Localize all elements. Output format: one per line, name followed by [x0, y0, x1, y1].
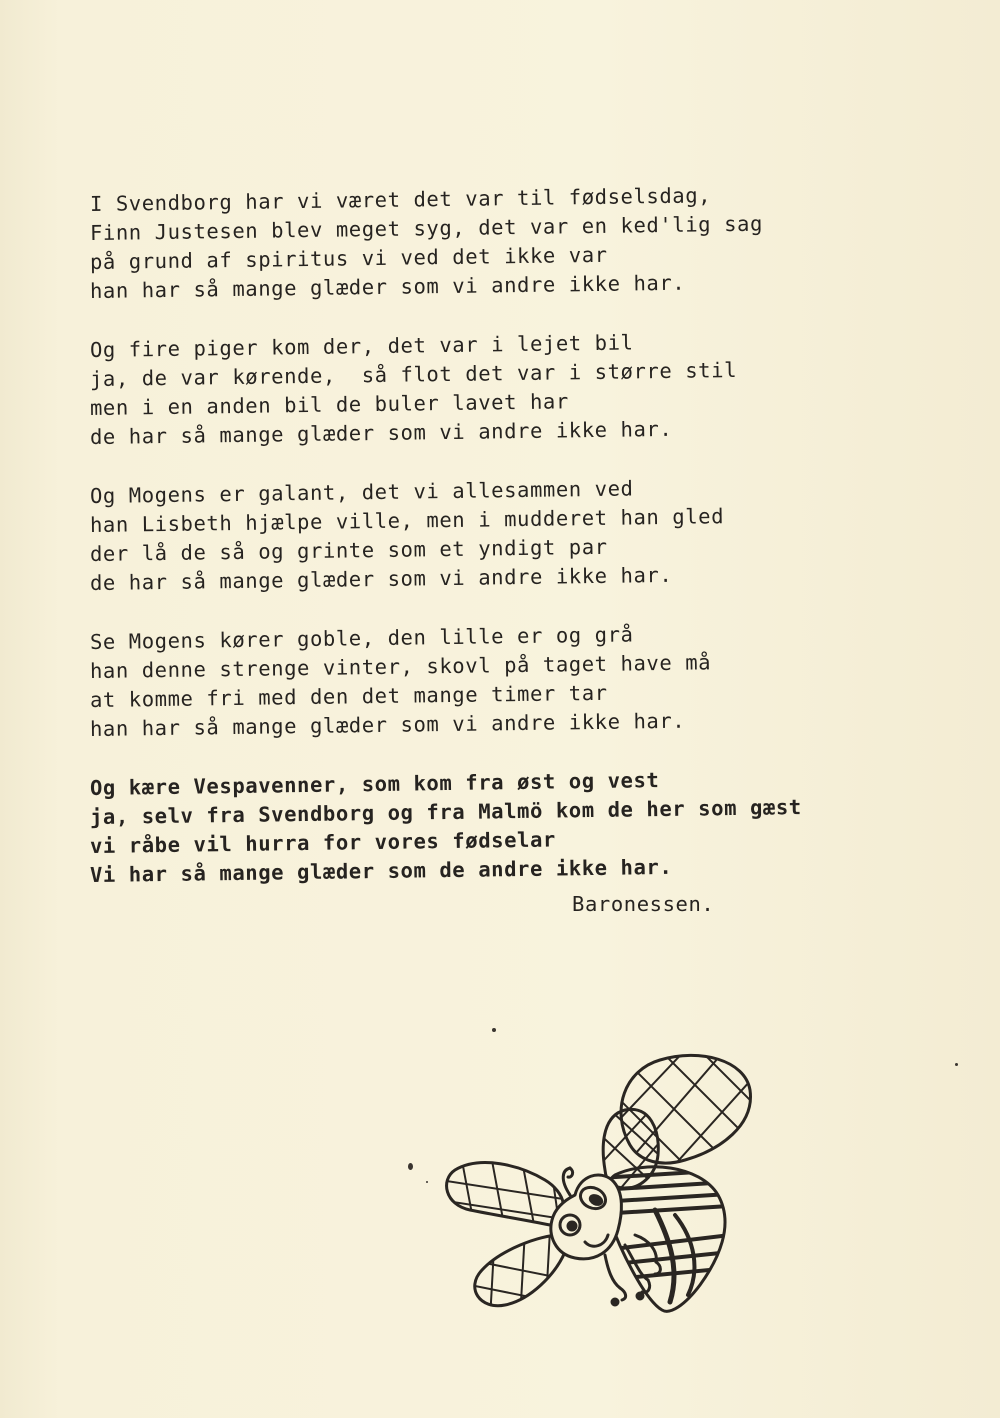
poem-line: han har så mange glæder som vi andre ikke har. [89, 708, 686, 741]
poem-line: I Svendborg har vi været det var til fødselsdag, [89, 183, 712, 216]
poem-line: han har så mange glæder som vi andre ikke har. [89, 270, 686, 303]
poem-line: han denne strenge vinter, skovl på taget have må [89, 650, 712, 683]
poem-line: Og fire piger kom der, det var i lejet bil [89, 330, 634, 362]
ink-speck [955, 1063, 958, 1066]
poem-line: de har så mange glæder som vi andre ikke har. [89, 562, 673, 595]
stanza-2 [89, 330, 950, 452]
poem-line: vi råbe vil hurra for vores fødselar [89, 827, 557, 858]
poem-line: de har så mange glæder som vi andre ikke har. [89, 416, 673, 449]
stanza-3 [89, 476, 950, 598]
poem-line: Og kære Vespavenner, som kom fra øst og vest [89, 768, 660, 800]
stanza-1 [89, 183, 950, 306]
poem-line: Vi har så mange glæder som de andre ikke har. [89, 854, 673, 887]
poem-line: på grund af spiritus vi ved det ikke var [89, 242, 608, 274]
poem-line: ja, de var kørende, så flot det var i større stil [89, 357, 738, 391]
poem [89, 183, 950, 920]
stanza-5 [89, 768, 950, 890]
poem-line: men i en anden bil de buler lavet har [89, 389, 569, 420]
poem-line: han Lisbeth hjælpe ville, men i mudderet han gled [89, 504, 725, 537]
bee-drawing-icon [400, 1030, 780, 1320]
poem-line: Og Mogens er galant, det vi allesammen ved [89, 476, 634, 508]
poem-line: at komme fri med den det mange timer tar [89, 680, 608, 712]
stanza-4 [89, 622, 950, 744]
signature: Baronessen. [572, 892, 715, 916]
poem-line: der lå de så og grinte som et yndigt par [89, 534, 608, 566]
poem-line: ja, selv fra Svendborg og fra Malmö kom de her som gæst [89, 795, 802, 829]
poem-line: Se Mogens kører goble, den lille er og grå [89, 622, 634, 654]
poem-line: Finn Justesen blev meget syg, det var en ked'lig sag [89, 211, 764, 245]
